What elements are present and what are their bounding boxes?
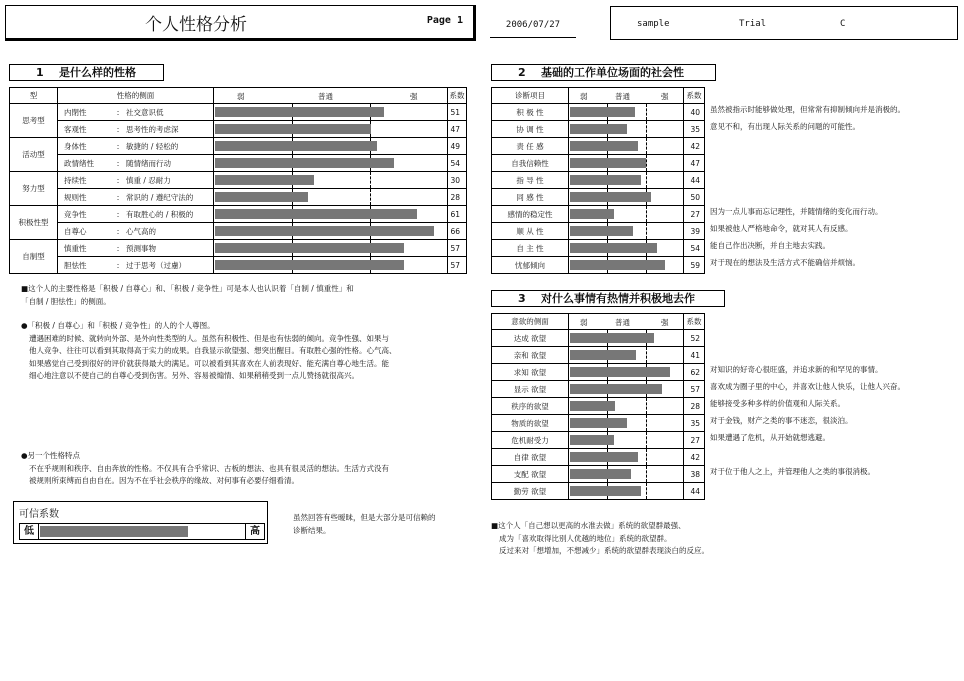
score-bar-cell (569, 466, 684, 483)
item-name: 自律 欲望 (492, 449, 569, 466)
aspect-desc: 过于思考（过慮） (126, 260, 186, 270)
aspect-name: 持续性 (64, 175, 87, 185)
table-row (10, 121, 467, 138)
score-bar-cell (569, 138, 684, 155)
aspect-cell (58, 223, 214, 240)
reliability-comment-line: 诊断结果。 (293, 525, 331, 535)
aspect-separator: : (116, 192, 120, 202)
aspect-separator: : (116, 141, 120, 151)
subject-mode: Trial (739, 19, 767, 29)
item-name: 顺 从 性 (492, 223, 569, 240)
row-comment: 对知识的好奇心很旺盛，并追求新的和罕见的事情。 (710, 365, 883, 374)
scale-weak: 弱 (580, 318, 588, 327)
section2-number: 2 (518, 66, 526, 79)
reliability-low: 低 (20, 524, 39, 539)
section2-title-text: 基础的工作单位场面的社会性 (540, 66, 684, 79)
item-name: 指 导 性 (492, 172, 569, 189)
table-row (492, 240, 705, 257)
score-value: 40 (684, 104, 705, 121)
aspect-cell (58, 155, 214, 172)
score-value: 44 (684, 172, 705, 189)
subject-info-box (610, 6, 958, 40)
scale-normal: 普通 (318, 92, 333, 101)
table-row (10, 206, 467, 223)
score-value: 28 (684, 398, 705, 415)
reliability-label: 可信系数 (19, 509, 59, 520)
table-row (492, 364, 705, 381)
row-comment: 能够接受多种多样的价值观和人际关系。 (710, 399, 845, 408)
table-row (10, 223, 467, 240)
date-underline (490, 37, 576, 38)
report-title: 个人性格分析 (145, 15, 247, 35)
col-score: 系数 (684, 88, 705, 104)
row-comment: 如果被他人严格地命令，就对其人有反感。 (710, 224, 853, 233)
score-value: 61 (448, 206, 467, 223)
other-trait-line: 被规则所束缚而自由自在。因为不在乎社会秩序的缘故、对何事有必要仔细看清。 (29, 476, 299, 485)
col-aspect: 性格的侧面 (58, 88, 214, 104)
aspect-name: 胆怯性 (64, 260, 87, 270)
col-scale (569, 314, 684, 330)
table-row (492, 449, 705, 466)
row-comment: 虽然被指示时能够做处理，但常常有抑制倾向并是消极的。 (710, 105, 905, 114)
table-row (10, 172, 467, 189)
score-bar-cell (569, 257, 684, 274)
aspect-separator: : (116, 243, 120, 253)
social-table (491, 87, 705, 274)
score-bar (570, 226, 633, 236)
item-name: 显示 欲望 (492, 381, 569, 398)
section1-description (21, 320, 397, 383)
aspect-separator: : (116, 124, 120, 134)
score-bar (570, 124, 627, 134)
item-name: 亲和 欲望 (492, 347, 569, 364)
section1-title (9, 64, 164, 81)
aspect-cell (58, 138, 214, 155)
table-row (492, 415, 705, 432)
item-name: 勤劳 欲望 (492, 483, 569, 500)
page-number: Page 1 (426, 15, 463, 26)
scale-divider (646, 449, 647, 465)
section3-number: 3 (518, 292, 526, 305)
score-bar (215, 243, 404, 253)
item-name: 积 极 性 (492, 104, 569, 121)
score-bar-cell (569, 432, 684, 449)
table-row (10, 257, 467, 274)
item-name: 责 任 感 (492, 138, 569, 155)
table-row (492, 189, 705, 206)
scale-divider (646, 206, 647, 222)
reliability-comment-line: 虽然回答有些暧昧，但是大部分是可信赖的 (293, 513, 436, 522)
score-bar-cell (214, 172, 448, 189)
scale-divider (646, 483, 647, 499)
scale-divider (646, 398, 647, 414)
scale-divider (646, 466, 647, 482)
table-row (492, 138, 705, 155)
summary-line: 反过来对「想增加，不想减少」系统的欲望群表现淡白的反应。 (499, 546, 709, 555)
score-value: 28 (448, 189, 467, 206)
item-name: 支配 欲望 (492, 466, 569, 483)
section3-title (491, 290, 725, 307)
table-row (492, 172, 705, 189)
row-comment: 对于位于他人之上，并管理他人之类的事很消极。 (710, 467, 875, 476)
col-item: 意欲的侧面 (492, 314, 569, 330)
item-name: 危机耐受力 (492, 432, 569, 449)
score-bar-cell (214, 189, 448, 206)
score-value: 52 (684, 330, 705, 347)
section3-summary (491, 520, 709, 558)
score-value: 47 (684, 155, 705, 172)
score-value: 57 (448, 240, 467, 257)
score-bar-cell (569, 398, 684, 415)
aspect-cell (58, 104, 214, 121)
score-bar (570, 209, 614, 219)
row-comment: 对于金钱，财产之类的事不迷恋，很淡泊。 (710, 416, 853, 425)
score-bar-cell (214, 121, 448, 138)
aspect-desc: 常识的 / 遵纪守法的 (126, 192, 194, 202)
reliability-high: 高 (245, 524, 264, 539)
reliability-bar (40, 526, 188, 537)
other-trait-line: 不在乎规则和秩序、自由奔放的性格。不仅具有合乎常识、古板的想法、也具有很灵活的想法。生活方式没有 (29, 463, 389, 473)
score-value: 47 (448, 121, 467, 138)
score-bar (570, 175, 641, 185)
score-bar (215, 124, 371, 134)
aspect-desc: 敏捷的 / 轻松的 (126, 141, 179, 151)
other-trait (21, 450, 389, 488)
score-bar-cell (569, 483, 684, 500)
aspect-cell (58, 189, 214, 206)
aspect-name: 身体性 (64, 141, 87, 151)
personality-table-header (10, 88, 467, 104)
col-score: 系数 (684, 314, 705, 330)
description-line: 遭遇困难的时候、就转向外部、是外向性类型的人。虽然有积极性、但是也有怯弱的倾向。竞争性强、如果与 (29, 333, 389, 343)
scale-divider (646, 223, 647, 239)
summary-line: ■这个人「自己想以更高的水准去做」系统的欲望群最强、 (491, 521, 686, 530)
score-value: 27 (684, 206, 705, 223)
scale-divider (646, 104, 647, 120)
description-title: ●「积极 / 自尊心」和「积极 / 竞争性」的人的个人尊图。 (21, 321, 215, 330)
table-row (10, 240, 467, 257)
aspect-separator: : (116, 107, 120, 117)
description-line: 如果感觉自己受到很好的评价就获得最大的满足。可以被看到其喜欢在人前表现好、能充满自尊心地生活。能 (29, 358, 389, 368)
scale-normal: 普通 (615, 92, 630, 101)
scale-divider (646, 172, 647, 188)
scale-divider (646, 121, 647, 137)
aspect-separator: : (116, 260, 120, 270)
aspect-name: 慎重性 (64, 243, 87, 253)
score-value: 42 (684, 449, 705, 466)
score-value: 38 (684, 466, 705, 483)
row-comment: 对于现在的想法及生活方式不能确信并烦恼。 (710, 258, 860, 267)
table-row (492, 206, 705, 223)
col-scale (569, 88, 684, 104)
row-comment: 喜欢成为圈子里的中心，并喜欢让他人快乐，让他人兴奋。 (710, 382, 905, 391)
score-bar-cell (214, 138, 448, 155)
score-bar (570, 452, 638, 462)
aspect-separator: : (116, 226, 120, 236)
score-bar-cell (214, 104, 448, 121)
report-title-box (5, 5, 476, 41)
score-bar-cell (214, 206, 448, 223)
type-cell: 思考型 (10, 104, 58, 138)
aspect-desc: 慎重 / 忍耐力 (126, 175, 171, 185)
score-value: 62 (684, 364, 705, 381)
aspect-separator: : (116, 175, 120, 185)
row-comment: 意见不和，有出现人际关系的问题的可能性。 (710, 122, 860, 131)
scale-strong: 强 (661, 92, 669, 101)
scale-divider (370, 172, 371, 188)
score-bar-cell (569, 364, 684, 381)
score-bar (570, 158, 646, 168)
score-bar (570, 469, 631, 479)
scale-divider (646, 138, 647, 154)
row-comment: 因为一点儿事而忘记理性，并随情绪的变化而行动。 (710, 207, 883, 216)
scale-weak: 弱 (580, 92, 588, 101)
aspect-name: 内閉性 (64, 107, 87, 117)
table-row (492, 398, 705, 415)
aspect-name: 竞争性 (64, 209, 87, 219)
score-value: 50 (684, 189, 705, 206)
score-bar (570, 435, 614, 445)
description-line: 他人竞争、往往可以看到其取得高于实力的成果。自我显示欲望强、想突出醒目。有取胜心强的性格。心气高、 (29, 346, 397, 355)
table-row (492, 466, 705, 483)
section2-title (491, 64, 716, 81)
score-bar (215, 107, 384, 117)
type-cell: 自制型 (10, 240, 58, 274)
score-bar-cell (214, 155, 448, 172)
score-bar-cell (569, 189, 684, 206)
score-bar-cell (569, 172, 684, 189)
type-cell: 积极性型 (10, 206, 58, 240)
score-value: 54 (684, 240, 705, 257)
score-value: 30 (448, 172, 467, 189)
table-row (492, 432, 705, 449)
table-row (492, 223, 705, 240)
aspect-name: 自尊心 (64, 226, 87, 236)
motivation-table (491, 313, 705, 500)
aspect-desc: 社交意识低 (126, 107, 164, 117)
social-table-header (492, 88, 705, 104)
col-type: 型 (10, 88, 58, 104)
table-row (10, 155, 467, 172)
table-row (492, 155, 705, 172)
section1-summary (21, 283, 354, 308)
score-bar (570, 107, 635, 117)
table-row (10, 189, 467, 206)
score-bar (215, 175, 314, 185)
col-scale (214, 88, 448, 104)
col-score: 系数 (448, 88, 467, 104)
item-name: 自 主 性 (492, 240, 569, 257)
score-value: 42 (684, 138, 705, 155)
reliability-scale (19, 523, 265, 540)
score-value: 66 (448, 223, 467, 240)
reliability-comment (293, 512, 436, 537)
score-bar-cell (569, 104, 684, 121)
score-bar (570, 384, 662, 394)
score-value: 57 (448, 257, 467, 274)
table-row (492, 381, 705, 398)
scale-normal: 普通 (615, 318, 630, 327)
aspect-desc: 有取胜心的 / 积极的 (126, 209, 194, 219)
motivation-table-header (492, 314, 705, 330)
score-bar-cell (569, 206, 684, 223)
aspect-name: 规则性 (64, 192, 87, 202)
type-cell: 努力型 (10, 172, 58, 206)
score-value: 27 (684, 432, 705, 449)
aspect-name: 客观性 (64, 124, 87, 134)
score-bar-cell (569, 121, 684, 138)
score-bar-cell (569, 240, 684, 257)
subject-grade: C (840, 19, 846, 29)
score-bar (215, 158, 394, 168)
report-date: 2006/07/27 (505, 20, 561, 30)
table-row (492, 257, 705, 274)
aspect-cell (58, 172, 214, 189)
scale-divider (646, 347, 647, 363)
score-bar (570, 260, 665, 270)
scale-divider (646, 432, 647, 448)
score-value: 39 (684, 223, 705, 240)
description-line: 细心地注意以不使自己的自尊心受到伤害。另外、容易被煽情、如果稍稍受到一点儿赞扬就很高兴。 (29, 371, 359, 380)
table-row (492, 104, 705, 121)
item-name: 物质的欲望 (492, 415, 569, 432)
item-name: 自我信赖性 (492, 155, 569, 172)
score-bar (215, 141, 377, 151)
score-value: 57 (684, 381, 705, 398)
score-bar (215, 260, 404, 270)
score-bar-cell (214, 223, 448, 240)
score-bar-cell (569, 155, 684, 172)
reliability-box (13, 501, 268, 544)
aspect-separator: : (116, 158, 120, 168)
score-value: 35 (684, 415, 705, 432)
score-value: 44 (684, 483, 705, 500)
score-value: 35 (684, 121, 705, 138)
aspect-desc: 预测事物 (126, 243, 156, 253)
summary-line: 「自制 / 胆怯性」的侧面。 (21, 296, 111, 306)
score-bar (215, 209, 417, 219)
aspect-name: 政情绪性 (64, 158, 94, 168)
item-name: 忧郁倾向 (492, 257, 569, 274)
other-trait-title: ●另一个性格特点 (21, 451, 81, 460)
score-bar (570, 418, 627, 428)
item-name: 协 调 性 (492, 121, 569, 138)
section3-title-text: 对什么事情有热情并积极地去作 (540, 292, 695, 305)
aspect-cell (58, 206, 214, 223)
score-value: 49 (448, 138, 467, 155)
aspect-desc: 心气高的 (126, 226, 156, 236)
summary-line: ■这个人的主要性格是「积极 / 自尊心」和、「积极 / 竞争性」可是本人也认识着「自制 / 慎重性」和 (21, 284, 354, 293)
score-bar-cell (569, 449, 684, 466)
scale-divider (646, 415, 647, 431)
col-item: 诊断项目 (492, 88, 569, 104)
table-row (492, 347, 705, 364)
type-cell: 活动型 (10, 138, 58, 172)
table-row (10, 104, 467, 121)
score-bar (570, 401, 615, 411)
score-bar-cell (569, 223, 684, 240)
personality-table (9, 87, 467, 274)
table-row (10, 138, 467, 155)
item-name: 感情的稳定性 (492, 206, 569, 223)
scale-divider (370, 189, 371, 205)
scale-divider (646, 155, 647, 171)
score-bar-cell (569, 415, 684, 432)
score-bar (570, 350, 636, 360)
item-name: 秩序的欲望 (492, 398, 569, 415)
scale-strong: 强 (410, 92, 418, 101)
score-bar-cell (569, 347, 684, 364)
score-value: 59 (684, 257, 705, 274)
scale-weak: 弱 (237, 92, 245, 101)
score-bar (215, 192, 308, 202)
item-name: 同 感 性 (492, 189, 569, 206)
table-row (492, 483, 705, 500)
section1-title-text: 是什么样的性格 (58, 66, 136, 79)
score-bar (570, 243, 657, 253)
score-value: 41 (684, 347, 705, 364)
item-name: 达成 欲望 (492, 330, 569, 347)
score-bar (570, 141, 638, 151)
aspect-separator: : (116, 209, 120, 219)
aspect-cell (58, 121, 214, 138)
scale-strong: 强 (661, 318, 669, 327)
score-bar-cell (569, 381, 684, 398)
table-row (492, 330, 705, 347)
row-comment: 能自己作出决断，并自主地去实践。 (710, 241, 830, 250)
score-value: 54 (448, 155, 467, 172)
aspect-cell (58, 257, 214, 274)
aspect-desc: 思考性的考虑深 (126, 124, 179, 134)
score-bar (570, 367, 670, 377)
score-bar (570, 486, 641, 496)
row-comment: 如果遭遇了危机，从开始就想逃避。 (710, 433, 830, 442)
summary-line: 成为「喜欢取得比别人优越的地位」系统的欲望群。 (499, 533, 672, 543)
score-bar-cell (214, 240, 448, 257)
score-bar (215, 226, 434, 236)
score-bar (570, 192, 651, 202)
score-value: 51 (448, 104, 467, 121)
section1-number: 1 (36, 66, 44, 79)
score-bar (570, 333, 654, 343)
subject-name: sample (637, 19, 670, 29)
score-bar-cell (214, 257, 448, 274)
table-row (492, 121, 705, 138)
item-name: 求知 欲望 (492, 364, 569, 381)
aspect-cell (58, 240, 214, 257)
score-bar-cell (569, 330, 684, 347)
aspect-desc: 随情绪而行动 (126, 158, 171, 168)
